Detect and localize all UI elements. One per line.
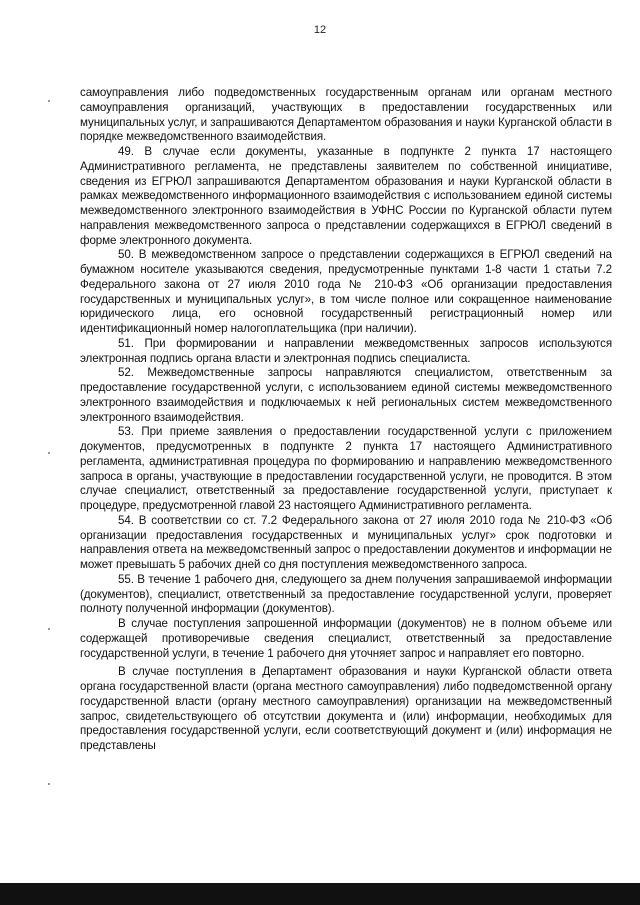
- paragraph-50: 50. В межведомственном запросе о представлении содержащихся в ЕГРЮЛ сведений на бумажном носителе указываются сведения, предусмотренные пунктами 1-8 части 1 статьи 7.2 Федерального закона от 27 июля 2010 года № 210-ФЗ «Об организации предоставления государственных и муниципальных услуг», в том числе полное или сокращенное наименование юридического лица, его основной государственный регистрационный номер или идентификационный номер налогоплательщика (при наличии).: [80, 248, 612, 335]
- margin-mark: [48, 783, 50, 785]
- paragraph-continuation: самоуправления либо подведомственных государственным органам или органам местного самоуправления организаций, участвующих в предоставлении государственных или муниципальных услуг, и запрашиваются Департаментом образования и науки Курганской области в порядке межведомственного взаимодействия.: [80, 86, 612, 144]
- paragraph-52: 52. Межведомственные запросы направляются специалистом, ответственным за предоставление государственной услуги, с использованием единой системы межведомственного электронного взаимодействия и подключаемых к ней региональных систем межведомственного электронного взаимодействия.: [80, 366, 612, 424]
- scan-bottom-edge: [0, 883, 640, 905]
- paragraph-incomplete-info: В случае поступления запрошенной информации (документов) не в полном объеме или содержащей противоречивые сведения специалист, ответственный за предоставление государственной услуги, в течение 1 рабочего дня уточняет запрос и направляет его повторно.: [80, 617, 612, 660]
- paragraph-54: 54. В соответствии со ст. 7.2 Федерального закона от 27 июля 2010 года № 210-ФЗ «Об организации предоставления государственных и муниципальных услуг» срок подготовки и направления ответа на межведомственный запрос о предоставлении документов и информации не может превышать 5 рабочих дней со дня поступления межведомственного запроса.: [80, 513, 612, 571]
- paragraph-49: 49. В случае если документы, указанные в подпункте 2 пункта 17 настоящего Административного регламента, не представлены заявителем по собственной инициативе, сведения из ЕГРЮЛ запрашиваются Департаментом образования и науки Курганской области в рамках межведомственного информационного взаимодействия с использованием единой системы межведомственного электронного взаимодействия в УФНС России по Курганской области путем направления межведомственного запроса о представлении содержащихся в ЕГРЮЛ сведений в форме электронного документа.: [80, 145, 612, 247]
- paragraph-53: 53. При приеме заявления о предоставлении государственной услуги с приложением документов, предусмотренных в подпункте 2 пункта 17 настоящего Административного регламента, административная процедура по формированию и направлению межведомственного запроса в органы, участвующие в предоставлении государственной услуги, не проводится. В этом случае специалист, ответственный за предоставление государственной услуги, приступает к процедуре, предусмотренной главой 23 настоящего Административного регламента.: [80, 425, 612, 512]
- margin-mark: [48, 628, 50, 630]
- page-number: 12: [313, 24, 327, 36]
- paragraph-missing-document: В случае поступления в Департамент образования и науки Курганской области ответа органа государственной власти (органа местного самоуправления) либо подведомственной органу государственной власти (органу местного самоуправления) организации на межведомственный запрос, свидетельствующего об отсутствии документа и (или) информации, необходимых для предоставления государственной услуги, если соответствующий документ и (или) информация не представлены: [80, 665, 612, 752]
- document-body: [80, 86, 612, 754]
- paragraph-55: 55. В течение 1 рабочего дня, следующего за днем получения запрашиваемой информации (документов), специалист, ответственный за предоставление государственной услуги, проверяет полноту полученной информации (документов).: [80, 572, 612, 616]
- margin-mark: [48, 100, 50, 102]
- paragraph-51: 51. При формировании и направлении межведомственных запросов используются электронная подпись органа власти и электронная подпись специалиста.: [80, 336, 612, 365]
- margin-mark: [48, 452, 50, 454]
